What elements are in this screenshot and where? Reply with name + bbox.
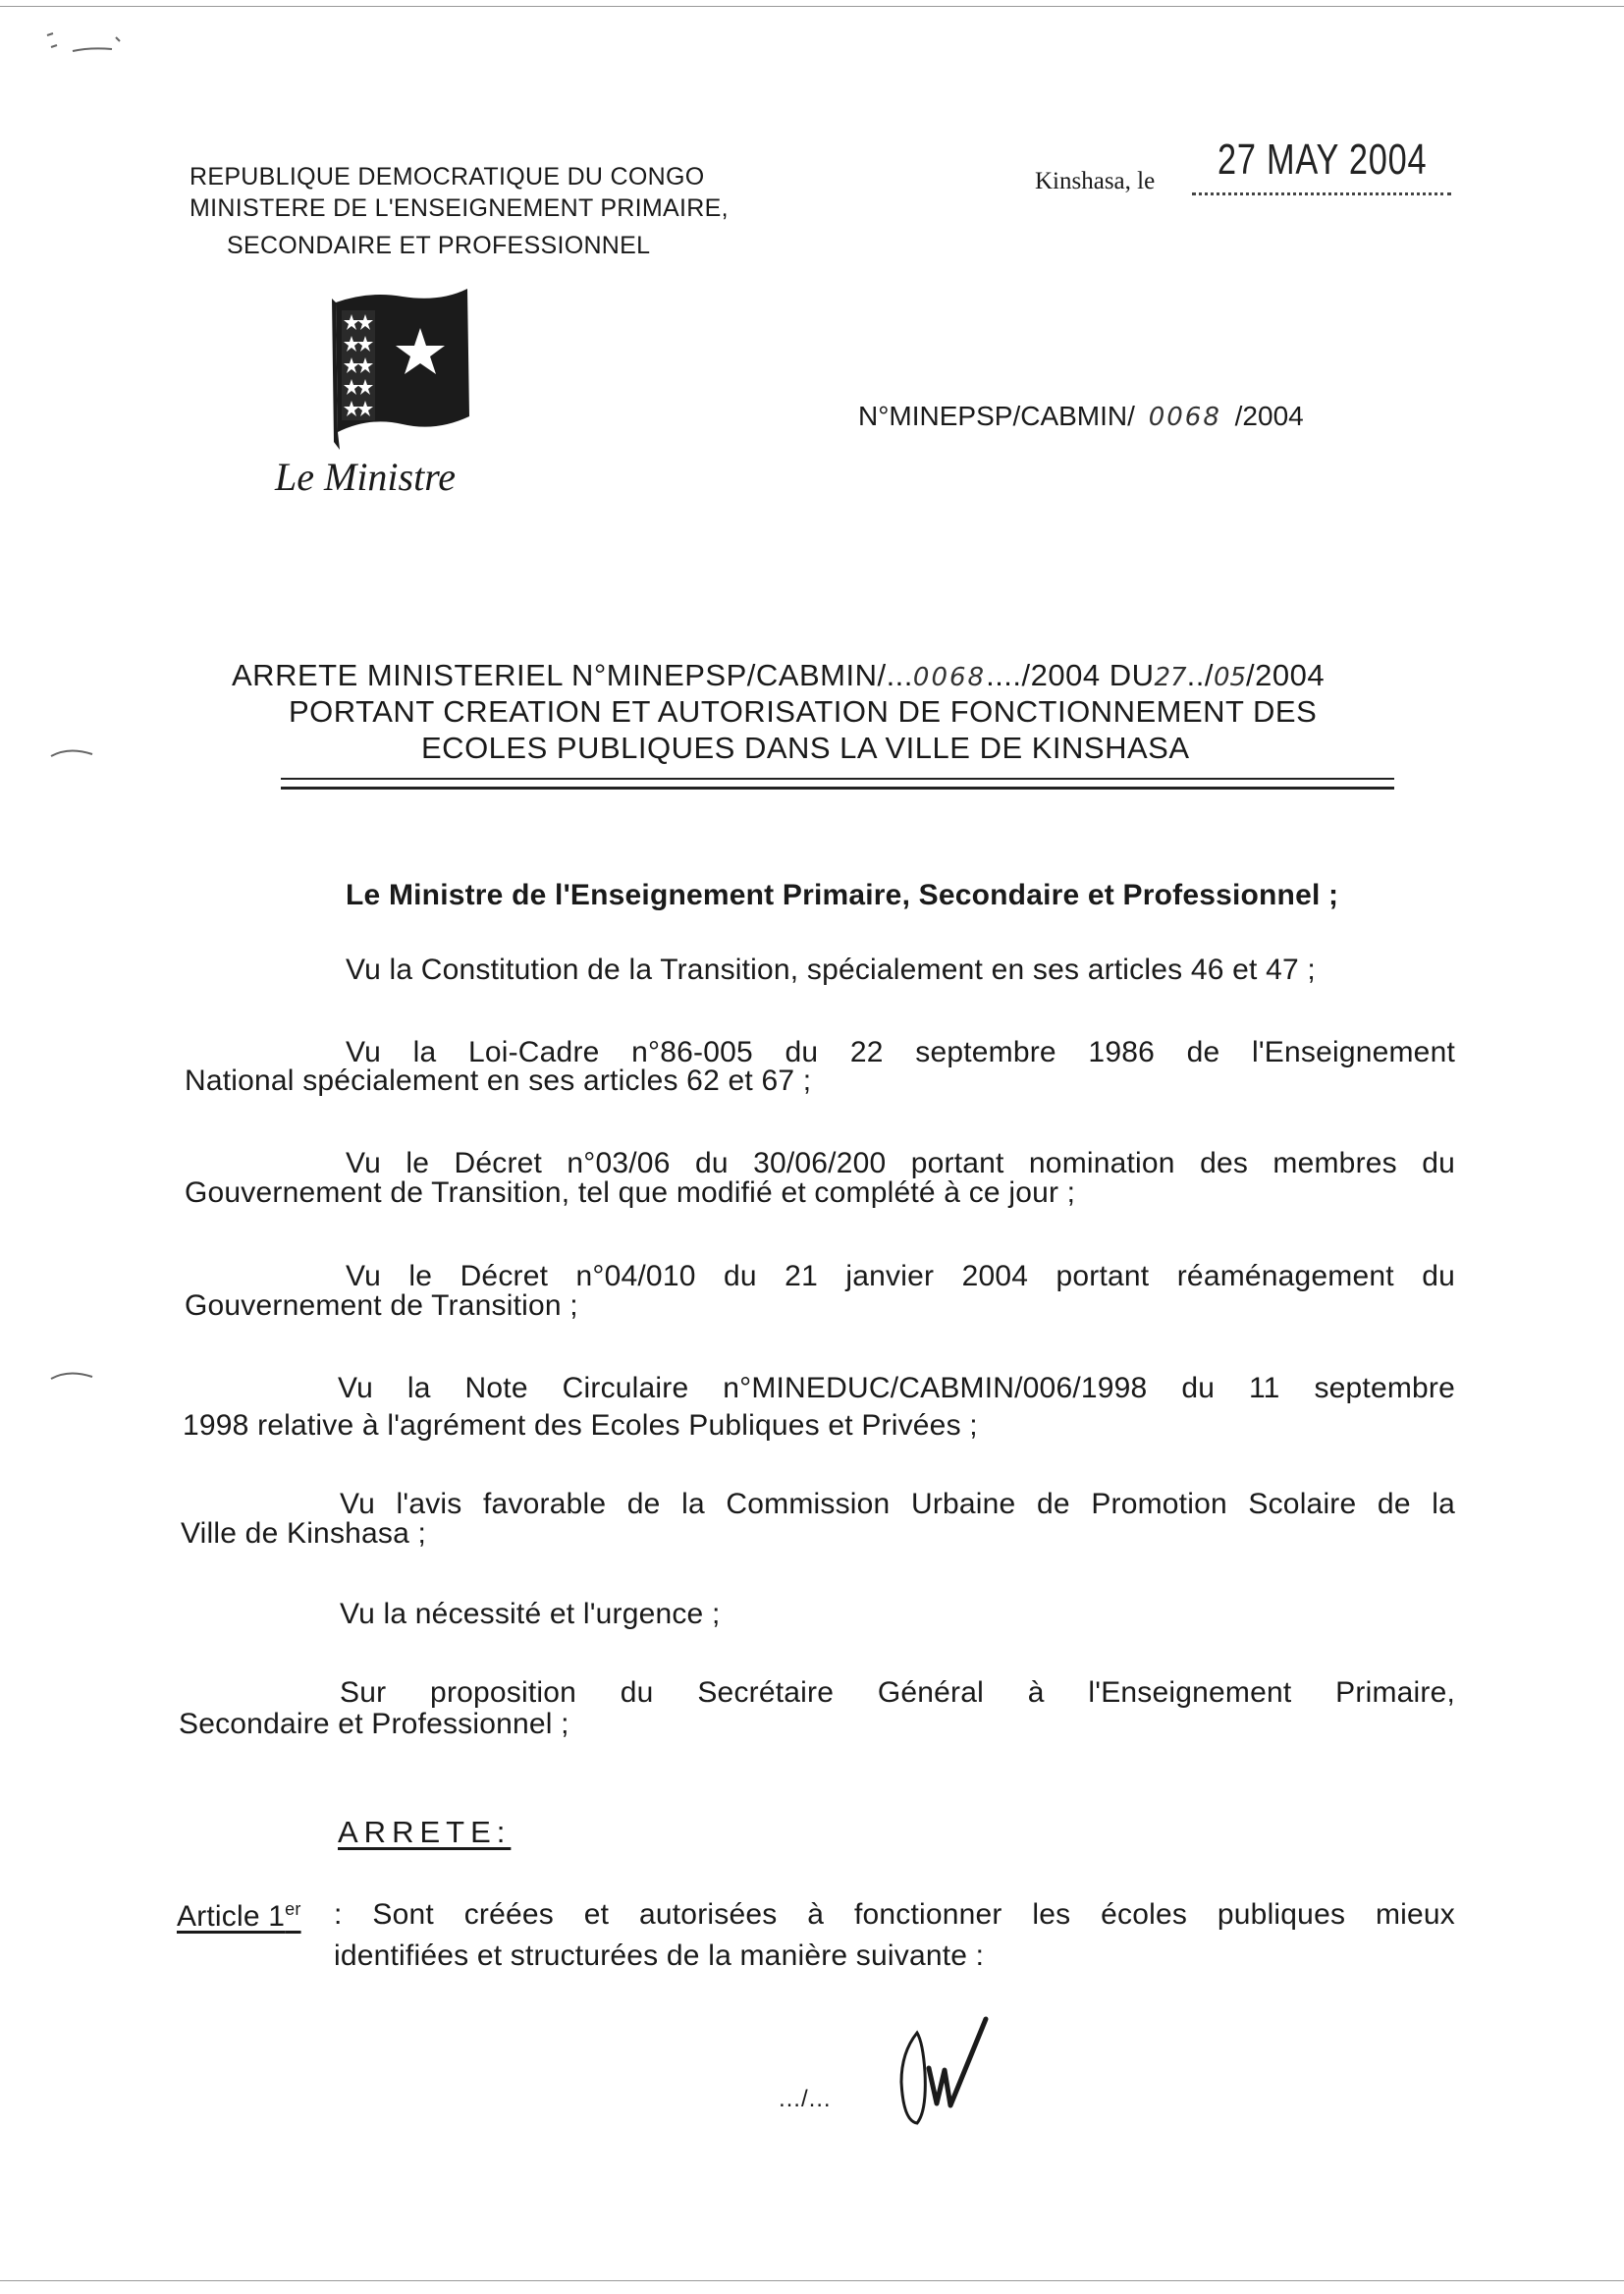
considerant-4-line-1: Vu le Décret n°04/010 du 21 janvier 2004 portant réaménagement du bbox=[346, 1260, 1455, 1292]
title-rule-2 bbox=[281, 787, 1394, 790]
flag-icon bbox=[330, 287, 475, 452]
article-1-text-line-2: identifiées et structurées de la manière suivante : bbox=[334, 1939, 985, 1972]
decree-title-prefix: ARRETE MINISTERIEL N°MINEPSP/CABMIN/... bbox=[232, 658, 913, 692]
scan-mark-top-left bbox=[43, 29, 124, 59]
date-dotted-line bbox=[1192, 192, 1451, 195]
considerant-8-line-2: Secondaire et Professionnel ; bbox=[179, 1708, 569, 1740]
decree-title-suffix: /2004 bbox=[1246, 658, 1326, 692]
org-line-2: MINISTERE DE L'ENSEIGNEMENT PRIMAIRE, bbox=[189, 194, 729, 222]
considerant-6-line-2: Ville de Kinshasa ; bbox=[181, 1517, 427, 1550]
decree-month-handwritten: 05 bbox=[1213, 663, 1247, 692]
decree-title-line-2: PORTANT CREATION ET AUTORISATION DE FONCTIONNEMENT DES bbox=[289, 694, 1318, 729]
considerant-2-line-1: Vu la Loi-Cadre n°86-005 du 22 septembre 1986 de l'Enseignement bbox=[346, 1036, 1455, 1068]
date-stamp: 27 MAY 2004 bbox=[1218, 136, 1428, 184]
decree-title-line-1 bbox=[232, 658, 1325, 695]
decree-number-handwritten: 0068 bbox=[912, 663, 987, 692]
considerant-6-line-1: Vu l'avis favorable de la Commission Urbaine de Promotion Scolaire de la bbox=[340, 1488, 1455, 1520]
scan-mark-left-1 bbox=[49, 746, 94, 760]
minister-preamble: Le Ministre de l'Enseignement Primaire, Secondaire et Professionnel ; bbox=[346, 879, 1339, 911]
article-1-label bbox=[177, 1891, 301, 1935]
place-label: Kinshasa, le bbox=[1035, 168, 1156, 194]
reference-line bbox=[858, 401, 1304, 432]
considerant-2-line-2: National spécialement en ses articles 62 et 67 ; bbox=[185, 1065, 812, 1097]
signature-initials-icon bbox=[888, 2013, 996, 2131]
article-1-text-line-1: : Sont créées et autorisées à fonctionner les écoles publiques mieux bbox=[334, 1898, 1455, 1931]
scan-top-edge bbox=[0, 6, 1624, 7]
handwritten-initials bbox=[888, 2013, 996, 2131]
scan-mark-left-2 bbox=[49, 1369, 94, 1383]
considerant-5-line-1: Vu la Note Circulaire n°MINEDUC/CABMIN/006/1998 du 11 septembre bbox=[338, 1372, 1455, 1404]
considerant-4-line-2: Gouvernement de Transition ; bbox=[185, 1289, 578, 1322]
considerant-8-line-1: Sur proposition du Secrétaire Général à l'Enseignement Primaire, bbox=[340, 1676, 1455, 1709]
considerant-3-line-2: Gouvernement de Transition, tel que modifié et complété à ce jour ; bbox=[185, 1176, 1076, 1209]
considerant-5-line-2: 1998 relative à l'agrément des Ecoles Publiques et Privées ; bbox=[183, 1409, 978, 1442]
org-line-3: SECONDAIRE ET PROFESSIONNEL bbox=[227, 232, 651, 259]
decree-day-handwritten: 27 bbox=[1154, 663, 1187, 692]
article-1-label-text: Article 1 bbox=[177, 1900, 286, 1933]
page-continuation: …/… bbox=[778, 2086, 832, 2112]
title-rule-1 bbox=[281, 778, 1394, 780]
org-line-1: REPUBLIQUE DEMOCRATIQUE DU CONGO bbox=[189, 163, 705, 191]
decree-date-separator: .. bbox=[1186, 658, 1205, 692]
reference-handwritten-number: 0068 bbox=[1148, 403, 1221, 432]
reference-prefix: N°MINEPSP/CABMIN/ bbox=[858, 401, 1135, 431]
considerant-3-line-1: Vu le Décret n°03/06 du 30/06/200 portant nomination des membres du bbox=[346, 1147, 1455, 1179]
considerant-7: Vu la nécessité et l'urgence ; bbox=[340, 1598, 721, 1630]
article-1-superscript: er bbox=[285, 1899, 301, 1919]
signatory-title: Le Ministre bbox=[275, 455, 457, 499]
scan-bottom-edge bbox=[0, 2280, 1624, 2281]
decree-date-slash: / bbox=[1204, 658, 1214, 692]
decree-title-line-3: ECOLES PUBLIQUES DANS LA VILLE DE KINSHASA bbox=[421, 731, 1190, 765]
reference-suffix: /2004 bbox=[1234, 401, 1304, 431]
arrete-heading: ARRETE: bbox=[338, 1815, 512, 1849]
national-flag-emblem bbox=[330, 287, 475, 452]
decree-title-middle: ..../2004 DU bbox=[986, 658, 1155, 692]
considerant-1: Vu la Constitution de la Transition, spécialement en ses articles 46 et 47 ; bbox=[346, 954, 1316, 986]
